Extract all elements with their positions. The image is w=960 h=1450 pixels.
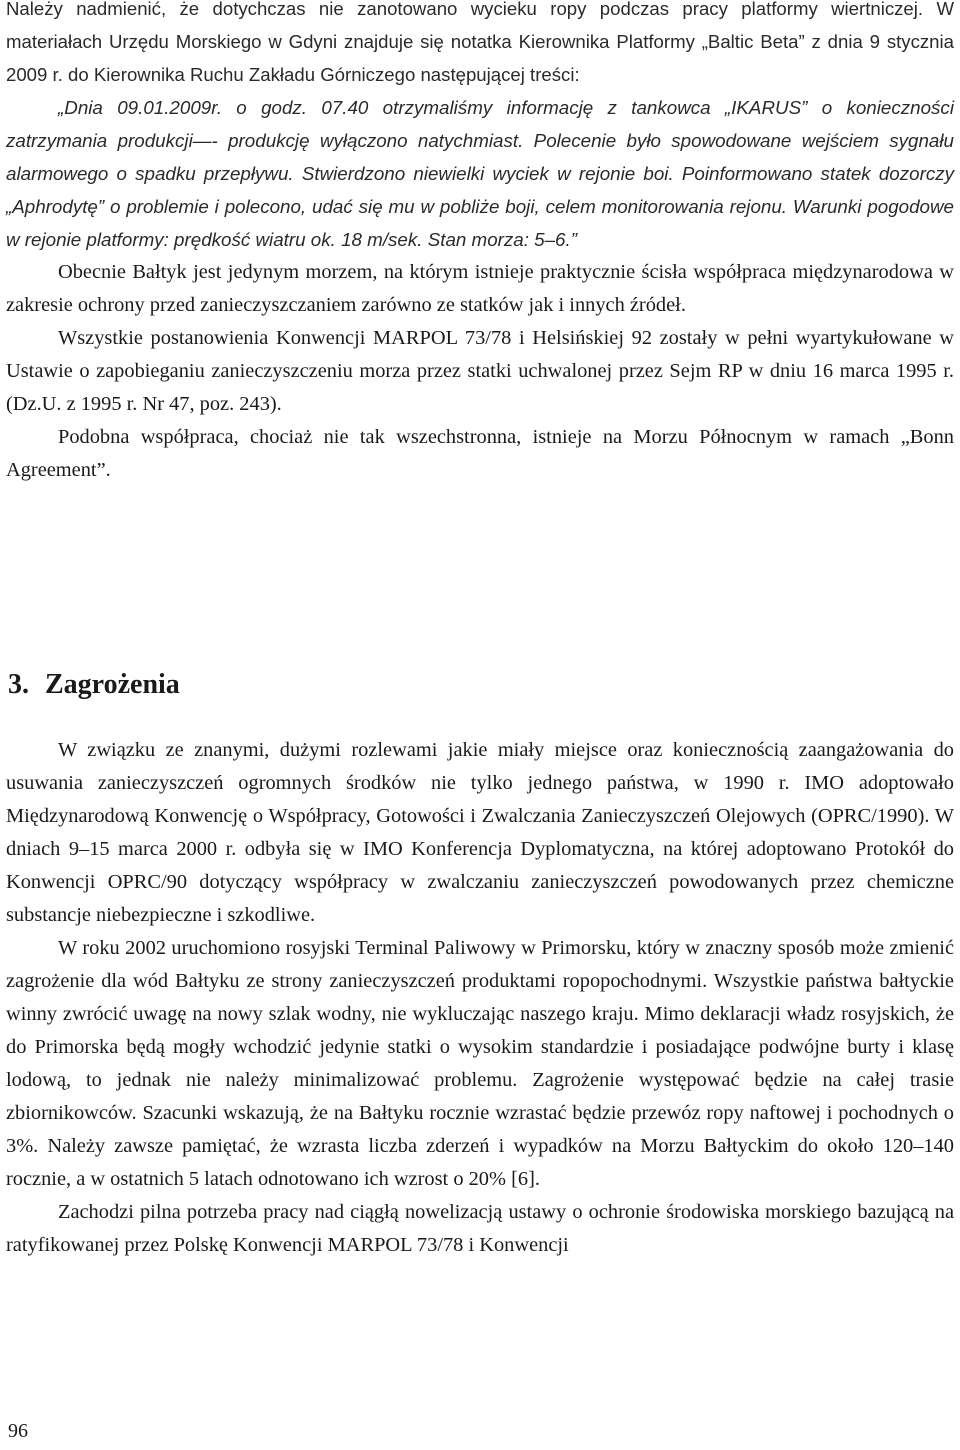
oprc-paragraph: W związku ze znanymi, dużymi rozlewami jakie miały miejsce oraz koniecznością zaangażowania do usuwania zanieczyszczeń ogromnych środków nie tylko jednego państwa, w 1990 r. IMO adoptowało Międzynarodową Konwencję o Współpracy, Gotowości i Zwalczania Zanieczyszczeń Olejowych (OPRC/1990). W dniach 9–15 marca 2000 r. odbyła się w IMO Konferencja Dyplomatyczna, na której adoptowano Protokół do Konwencji OPRC/90 dotyczący współpracy w zwalczaniu zanieczyszczeń powodowanych przez chemiczne substancje niebezpieczne i szkodliwe. (6, 739, 954, 926)
primorsk-terminal-paragraph: W roku 2002 uruchomiono rosyjski Terminal Paliwowy w Primorsku, który w znaczny sposób może zmienić zagrożenie dla wód Bałtyku ze strony zanieczyszczeń produktami ropopochodnymi. Wszystkie państwa bałtyckie winny zwrócić uwagę na nowy szlak wodny, nie wykluczając naszego kraju. Mimo deklaracji władz rosyjskich, że do Primorska będą mogły wchodzić jedynie statki o wysokim standardzie i posiadające podwójne burty i klasę lodową, to jednak nie należy minimalizować problemu. Zagrożenie występować będzie na całej trasie zbiornikowców. Szacunki wskazują, że na Bałtyku rocznie wzrastać będzie przewóz ropy naftowej i pochodnych o 3%. Należy zawsze pamiętać, że wzrasta liczba zderzeń i wypadków na Morzu Bałtyckim do około 120–140 rocznie, a w ostatnich 5 latach odnotowano ich wzrost o 20% [6]. (6, 937, 954, 1190)
legislation-paragraph: Zachodzi pilna potrzeba pracy nad ciągłą nowelizacją ustawy o ochronie środowiska morskiego bazującą na ratyfikowanej przez Polskę Konwencji MARPOL 73/78 i Konwencji (6, 1201, 954, 1256)
upper-text-block (6, 0, 954, 487)
bonn-agreement-paragraph: Podobna współpraca, chociaż nie tak wszechstronna, istnieje na Morzu Północnym w ramach „Bonn Agreement”. (6, 426, 954, 481)
section-title: Zagrożenia (45, 669, 180, 700)
section-number: 3. (8, 669, 29, 700)
page-number: 96 (8, 1420, 28, 1442)
baltic-cooperation-paragraph: Obecnie Bałtyk jest jedynym morzem, na którym istnieje praktycznie ścisła współpraca międzynarodowa w zakresie ochrony przed zanieczyszczaniem zarówno ze statków jak i innych źródeł. (6, 261, 954, 316)
quoted-note-paragraph: „Dnia 09.01.2009r. o godz. 07.40 otrzymaliśmy informację z tankowca „IKARUS” o konieczności zatrzymania produkcji—- produkcję wyłączono natychmiast. Polecenie było spowodowane wejściem sygnału alarmowego o spadku przepływu. Stwierdzono niewielki wyciek w rejonie boi. Poinformowano statek dozorczy „Aphrodytę” o problemie i polecono, udać się mu w pobliże boji, celem monitorowania rejonu. Warunki pogodowe w rejonie platformy: prędkość wiatru ok. 18 m/sek. Stan morza: 5–6.” (6, 97, 954, 250)
lower-text-block (6, 734, 954, 1262)
marpol-paragraph: Wszystkie postanowienia Konwencji MARPOL 73/78 i Helsińskiej 92 zostały w pełni wyartykułowane w Ustawie o zapobieganiu zanieczyszczeniu morza przez statki uchwalonej przez Sejm RP w dniu 16 marca 1995 r. (Dz.U. z 1995 r. Nr 47, poz. 243). (6, 327, 954, 415)
section-heading (8, 668, 180, 702)
intro-paragraph: Należy nadmienić, że dotychczas nie zanotowano wycieku ropy podczas pracy platformy wiertniczej. W materiałach Urzędu Morskiego w Gdyni znajduje się notatka Kierownika Platformy „Baltic Beta” z dnia 9 stycznia 2009 r. do Kierownika Ruchu Zakładu Górniczego następującej treści: (6, 0, 954, 85)
